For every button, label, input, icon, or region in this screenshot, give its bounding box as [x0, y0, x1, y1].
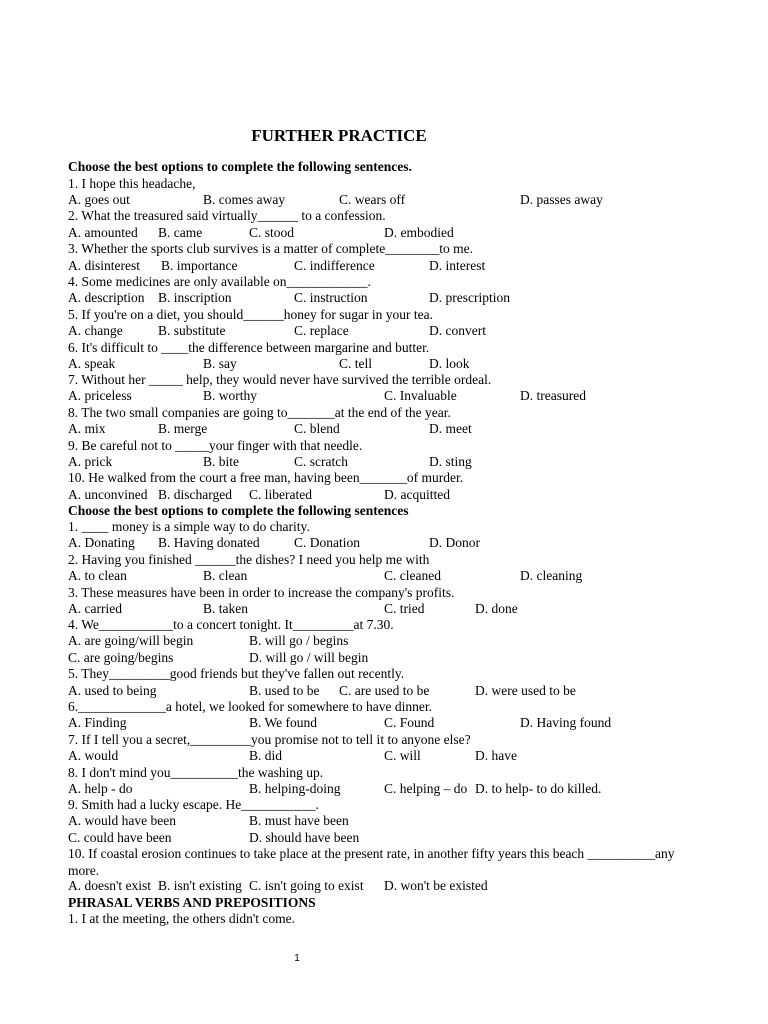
answer-options [0, 830, 768, 846]
answer-option: C. will [384, 748, 421, 763]
answer-option: A. priceless [68, 388, 132, 403]
answer-option: B. clean [203, 568, 248, 583]
answer-option: B. came [158, 225, 203, 240]
answer-option: A. unconvined [68, 487, 148, 502]
answer-option: D. treasured [520, 388, 586, 403]
answer-option: D. interest [429, 258, 486, 273]
answer-option: A. help - do [68, 781, 133, 796]
answer-options [0, 535, 768, 551]
answer-option: B. must have been [249, 813, 349, 828]
answer-option: A. carried [68, 601, 122, 616]
answer-options [0, 878, 768, 894]
answer-option: B. used to be [249, 683, 320, 698]
answer-option: A. amounted [68, 225, 138, 240]
question-text [0, 699, 768, 715]
line-text: 4. We___________to a concert tonight. It_________at 7.30. [68, 617, 394, 632]
question-text [0, 241, 768, 257]
answer-option: B. say [203, 356, 237, 371]
answer-options [0, 601, 768, 617]
answer-option: A. to clean [68, 568, 127, 583]
answer-option: A. used to being [68, 683, 157, 698]
question-text [0, 372, 768, 388]
section-heading [0, 895, 768, 911]
answer-option: C. indifference [294, 258, 375, 273]
answer-option: A. disinterest [68, 258, 140, 273]
question-text [0, 470, 768, 486]
answer-option: C. scratch [294, 454, 348, 469]
answer-option: C. are going/begins [68, 650, 174, 665]
answer-options [0, 192, 768, 208]
answer-option: D. Donor [429, 535, 480, 550]
line-text: 3. These measures have been in order to increase the company's profits. [68, 585, 455, 600]
answer-options [0, 388, 768, 404]
answer-option: D. meet [429, 421, 472, 436]
answer-option: B. isn't existing [158, 878, 242, 893]
answer-options [0, 258, 768, 274]
answer-option: B. Having donated [158, 535, 260, 550]
answer-option: A. change [68, 323, 123, 338]
question-text [0, 208, 768, 224]
line-text: 5. If you're on a diet, you should______honey for sugar in your tea. [68, 307, 433, 322]
line-text: 3. Whether the sports club survives is a matter of complete________to me. [68, 241, 474, 256]
question-text [0, 552, 768, 568]
answer-option: A. goes out [68, 192, 130, 207]
question-text [0, 519, 768, 535]
answer-option: A. are going/will begin [68, 633, 194, 648]
answer-option: D. convert [429, 323, 486, 338]
answer-option: A. would have been [68, 813, 176, 828]
question-text [0, 666, 768, 682]
answer-option: C. stood [249, 225, 295, 240]
page-number: 1 [294, 953, 300, 964]
answer-options [0, 356, 768, 372]
answer-option: C. cleaned [384, 568, 441, 583]
answer-option: B. comes away [203, 192, 286, 207]
line-text: Choose the best options to complete the following sentences [68, 503, 409, 518]
answer-options [0, 454, 768, 470]
line-text: 1. I at the meeting, the others didn't come. [68, 911, 295, 926]
answer-option: D. embodied [384, 225, 454, 240]
answer-options [0, 225, 768, 241]
answer-option: D. should have been [249, 830, 360, 845]
answer-option: C. tell [339, 356, 372, 371]
answer-option: D. done [475, 601, 518, 616]
answer-option: B. substitute [158, 323, 226, 338]
section-heading [0, 503, 768, 519]
answer-options [0, 650, 768, 666]
answer-option: B. worthy [203, 388, 257, 403]
answer-option: B. We found [249, 715, 318, 730]
answer-option: A. prick [68, 454, 113, 469]
question-text [0, 405, 768, 421]
question-text [0, 732, 768, 748]
question-text [0, 176, 768, 192]
answer-options [0, 781, 768, 797]
line-text: 2. What the treasured said virtually______ to a confession. [68, 208, 386, 223]
answer-option: D. passes away [520, 192, 603, 207]
line-text: 8. The two small companies are going to_______at the end of the year. [68, 405, 451, 420]
answer-option: B. taken [203, 601, 248, 616]
answer-option: C. tried [384, 601, 425, 616]
answer-options [0, 715, 768, 731]
line-text: 10. He walked from the court a free man, having been_______of murder. [68, 470, 464, 485]
question-text [0, 911, 768, 927]
answer-option: D. won't be existed [384, 878, 488, 893]
line-text: 2. Having you finished ______the dishes? I need you help me with [68, 552, 430, 567]
answer-option: C. blend [294, 421, 340, 436]
answer-option: A. description [68, 290, 145, 305]
answer-option: D. Having found [520, 715, 612, 730]
line-text: more. [68, 863, 100, 878]
answer-option: B. will go / begins [249, 633, 349, 648]
question-text [0, 307, 768, 323]
answer-option: B. merge [158, 421, 208, 436]
answer-option: C. helping – do [384, 781, 468, 796]
answer-option: C. instruction [294, 290, 368, 305]
answer-options [0, 290, 768, 306]
question-text [0, 846, 768, 862]
line-text: 9. Smith had a lucky escape. He___________. [68, 797, 319, 812]
answer-option: D. look [429, 356, 470, 371]
line-text: 1. I hope this headache, [68, 176, 196, 191]
answer-options [0, 568, 768, 584]
answer-option: C. replace [294, 323, 349, 338]
answer-option: D. were used to be [475, 683, 576, 698]
answer-option: D. prescription [429, 290, 510, 305]
line-text: 7. If I tell you a secret,_________you promise not to tell it to anyone else? [68, 732, 471, 747]
answer-option: C. isn't going to exist [249, 878, 364, 893]
answer-option: D. cleaning [520, 568, 583, 583]
answer-options [0, 487, 768, 503]
line-text: Choose the best options to complete the following sentences. [68, 159, 412, 174]
question-text [0, 340, 768, 356]
answer-option: C. Found [384, 715, 435, 730]
line-text: 4. Some medicines are only available on____________. [68, 274, 371, 289]
answer-options [0, 323, 768, 339]
line-text: 1. ____ money is a simple way to do charity. [68, 519, 310, 534]
line-text: 10. If coastal erosion continues to take place at the present rate, in another fifty years this beach __________any [68, 846, 675, 861]
answer-option: B. helping-doing [249, 781, 341, 796]
answer-option: B. importance [161, 258, 238, 273]
answer-option: C. are used to be [339, 683, 430, 698]
question-text [0, 797, 768, 813]
answer-option: D. sting [429, 454, 472, 469]
answer-option: D. will go / will begin [249, 650, 369, 665]
answer-option: A. Finding [68, 715, 127, 730]
question-text [0, 617, 768, 633]
answer-option: C. wears off [339, 192, 406, 207]
answer-option: B. did [249, 748, 283, 763]
answer-option: D. have [475, 748, 517, 763]
answer-options [0, 748, 768, 764]
answer-option: B. discharged [158, 487, 232, 502]
answer-option: B. bite [203, 454, 239, 469]
question-text [0, 863, 768, 879]
answer-option: D. to help- to do killed. [475, 781, 602, 796]
page-title: FURTHER PRACTICE [251, 126, 427, 145]
line-text: 6. It's difficult to ____the difference between margarine and butter. [68, 340, 430, 355]
answer-options [0, 813, 768, 829]
answer-options [0, 683, 768, 699]
answer-option: B. inscription [158, 290, 232, 305]
answer-option: D. acquitted [384, 487, 450, 502]
answer-option: A. mix [68, 421, 106, 436]
line-text: 9. Be careful not to _____your finger with that needle. [68, 438, 363, 453]
answer-option: A. Donating [68, 535, 135, 550]
line-text: 8. I don't mind you__________the washing up. [68, 765, 324, 780]
answer-option: A. doesn't exist [68, 878, 152, 893]
line-text: 5. They_________good friends but they've fallen out recently. [68, 666, 405, 681]
answer-option: A. would [68, 748, 119, 763]
answer-option: C. Donation [294, 535, 360, 550]
line-text: PHRASAL VERBS AND PREPOSITIONS [68, 895, 316, 910]
answer-option: C. could have been [68, 830, 172, 845]
section-heading [0, 159, 768, 175]
answer-option: C. liberated [249, 487, 312, 502]
line-text: 6._____________a hotel, we looked for somewhere to have dinner. [68, 699, 433, 714]
line-text: 7. Without her _____ help, they would never have survived the terrible ordeal. [68, 372, 492, 387]
question-text [0, 438, 768, 454]
question-text [0, 585, 768, 601]
question-text [0, 274, 768, 290]
answer-option: A. speak [68, 356, 116, 371]
answer-option: C. Invaluable [384, 388, 457, 403]
answer-options [0, 421, 768, 437]
answer-options [0, 633, 768, 649]
question-text [0, 765, 768, 781]
